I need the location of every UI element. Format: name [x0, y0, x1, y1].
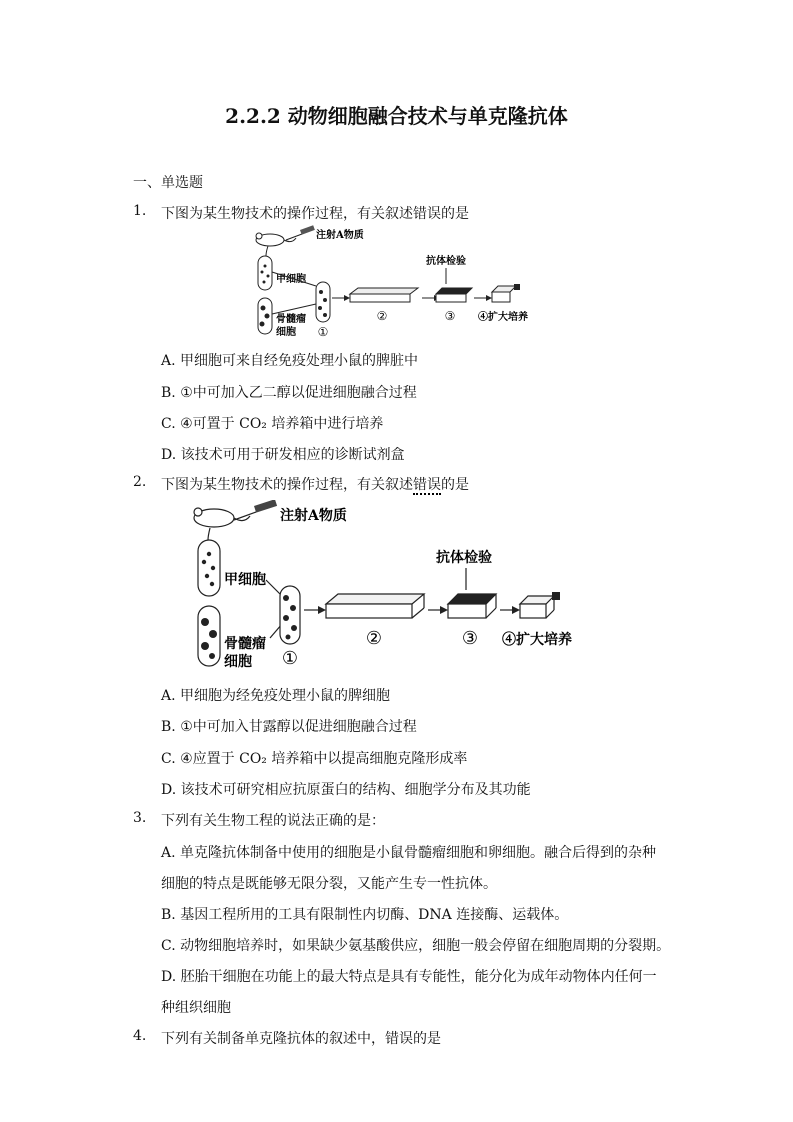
- question-3-option-c: C. 动物细胞培养时，如果缺少氨基酸供应，细胞一般会停留在细胞周期的分裂期。: [161, 938, 671, 954]
- question-2-number: 2.: [133, 474, 147, 490]
- question-2-figure: [180, 500, 600, 672]
- test-tube-cell-a: [258, 256, 272, 290]
- question-1-option-a: A. 甲细胞可来自经免疫处理小鼠的脾脏中: [161, 353, 419, 369]
- step-1-label: ①: [281, 648, 299, 669]
- step-1-label: ①: [317, 325, 329, 339]
- step-3-label: ③: [444, 309, 456, 323]
- myeloma-label-line2: 细胞: [224, 654, 252, 670]
- culture-plate-2: [326, 594, 424, 618]
- step-4-label: ④扩大培养: [478, 312, 528, 323]
- question-3-option-d: D. 胚胎干细胞在功能上的最大特点是具有专能性，能分化为成年动物体内任何一: [161, 969, 657, 985]
- question-1-option-d: D. 该技术可用于研发相应的诊断试剂盒: [161, 447, 405, 463]
- question-3-option-b: B. 基因工程所用的工具有限制性内切酶、DNA 连接酶、运载体。: [161, 907, 569, 923]
- myeloma-label-line1: 骨髓瘤: [276, 314, 306, 325]
- culture-plate-2: [350, 288, 418, 302]
- antibody-test-label: 抗体检验: [436, 550, 492, 566]
- question-3-option-d-cont: 种组织细胞: [161, 1000, 231, 1016]
- myeloma-label-line1: 骨髓瘤: [224, 636, 266, 652]
- question-4-stem: 下列有关制备单克隆抗体的叙述中，错误的是: [161, 1031, 441, 1047]
- question-3-number: 3.: [133, 810, 147, 826]
- question-2-option-c: C. ④应置于 CO₂ 培养箱中以提高细胞克隆形成率: [161, 751, 468, 767]
- step-2-label: ②: [376, 309, 388, 323]
- question-1-option-b: B. ①中可加入乙二醇以促进细胞融合过程: [161, 385, 417, 401]
- question-2-option-a: A. 甲细胞为经免疫处理小鼠的脾细胞: [161, 688, 391, 704]
- question-4-number: 4.: [133, 1028, 147, 1044]
- question-1-figure: [240, 224, 560, 344]
- mouse-icon: [256, 233, 296, 246]
- culture-flask-4: [520, 592, 560, 618]
- culture-plate-3: [436, 288, 472, 302]
- myeloma-label-line2: 细胞: [276, 327, 296, 338]
- question-2-stem: [161, 474, 469, 494]
- test-tube-fusion: [280, 586, 300, 644]
- inject-label: 注射A物质: [316, 230, 364, 241]
- test-tube-cell-a: [198, 540, 220, 596]
- question-2-option-b: B. ①中可加入甘露醇以促进细胞融合过程: [161, 719, 417, 735]
- question-3-option-a: A. 单克隆抗体制备中使用的细胞是小鼠骨髓瘤细胞和卵细胞。融合后得到的杂种: [161, 845, 657, 861]
- question-2-stem-pre: 下图为某生物技术的操作过程，有关叙述: [161, 477, 413, 493]
- cell-a-label: 甲细胞: [224, 572, 266, 588]
- step-3-label: ③: [461, 628, 479, 649]
- question-2-option-d: D. 该技术可研究相应抗原蛋白的结构、细胞学分布及其功能: [161, 782, 531, 798]
- step-2-label: ②: [365, 628, 383, 649]
- step-4-label: ④扩大培养: [502, 632, 572, 648]
- culture-plate-3: [448, 594, 496, 618]
- question-1-option-c: C. ④可置于 CO₂ 培养箱中进行培养: [161, 416, 384, 432]
- test-tube-fusion: [316, 282, 330, 322]
- question-1-number: 1.: [133, 203, 147, 219]
- syringe-icon: [234, 500, 277, 520]
- cell-a-label: 甲细胞: [276, 274, 306, 285]
- page-title: 2.2.2 动物细胞融合技术与单克隆抗体: [225, 104, 568, 128]
- question-3-stem: 下列有关生物工程的说法正确的是：: [161, 813, 385, 829]
- section-heading: 一、单选题: [133, 175, 203, 191]
- inject-label: 注射A物质: [280, 508, 347, 524]
- culture-flask-4: [492, 284, 520, 302]
- question-2-stem-emphasis: 错误: [413, 477, 441, 493]
- question-2-stem-post: 的是: [441, 477, 469, 493]
- antibody-test-label: 抗体检验: [426, 256, 466, 267]
- question-1-stem: 下图为某生物技术的操作过程，有关叙述错误的是: [161, 206, 469, 222]
- syringe-icon: [286, 225, 315, 240]
- test-tube-myeloma: [258, 298, 272, 334]
- question-3-option-a-cont: 细胞的特点是既能够无限分裂，又能产生专一性抗体。: [161, 876, 497, 892]
- test-tube-myeloma: [198, 606, 220, 666]
